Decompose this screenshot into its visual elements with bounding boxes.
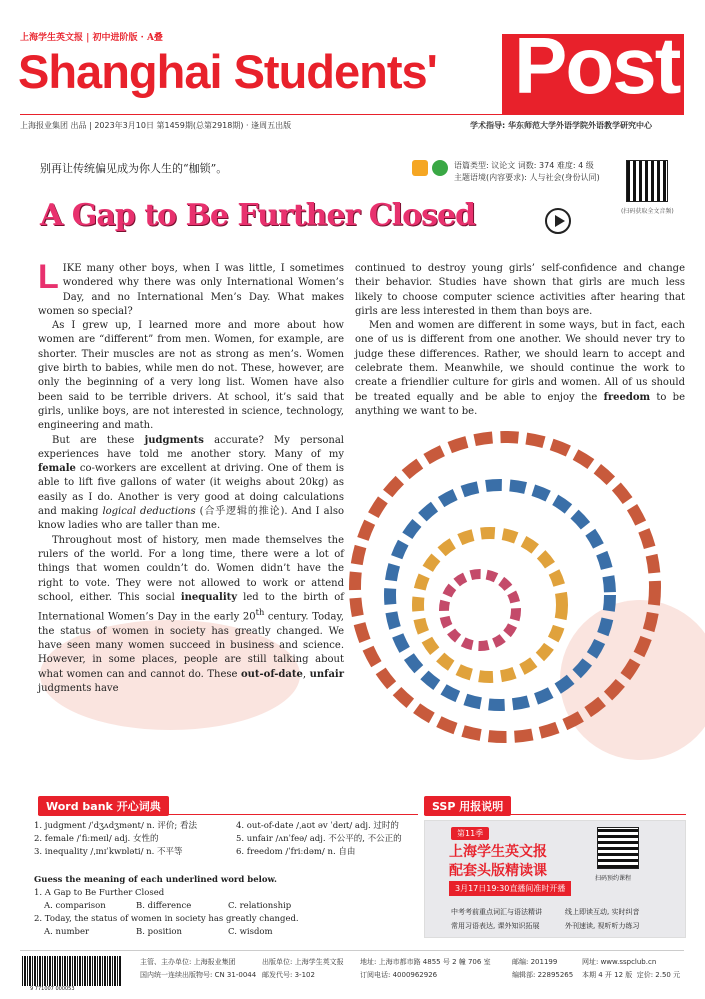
paragraph-4: Throughout most of history, men made themselves the rulers of the world. For a long time, there were a lot of things that women couldn’t do. Women didn’t have the right to vote. They were not allowed to work or attend school, either. This social inequality led to the birth of International Women’s Day in the early 20th century. Today, the status of women in society has greatly changed. We have seen many women succeed in business and science. However, in some places, people are still talking about what women can and cannot do. These out-of-date, unfair judgments have — [38, 534, 344, 694]
article-tagline: 别再让传统偏见成为你人生的“枷锁”。 — [40, 162, 228, 175]
ssp-title: SSP 用报说明 — [424, 796, 511, 816]
qr-caption: (扫码获取全文音频) — [621, 208, 674, 215]
quiz-title: Guess the meaning of each underlined word below. — [34, 875, 277, 885]
ad-title-1: 上海学生英文报 — [449, 844, 547, 860]
edition-label: 上海学生英文报 | 初中进阶版 · A叠 — [20, 33, 163, 43]
footer-unit: 出版单位: 上海学生英文报 邮发代号: 3-102 — [262, 958, 344, 979]
quiz-options-2: A. number B. position C. wisdom — [44, 927, 273, 937]
ad-date: 3月17日19:30直播间准时开播 — [449, 881, 571, 896]
footer-address: 地址: 上海市都市路 4855 号 2 幢 706 室 订阅电话: 4000962926 — [360, 958, 491, 979]
issue-info: 上海报业集团 出品 | 2023年3月10日 第1459期(总第2918期) · 逢周五出版 — [20, 121, 292, 130]
ad-qr-code[interactable] — [597, 827, 639, 869]
word-item: 6. freedom /ˈfriːdəm/ n. 自由 — [236, 847, 356, 857]
paragraph-2: As I grew up, I learned more and more about how women are “different” from men. Women, for example, are shorter. Their muscles are not as strong as men’s. Women give birth to babies, while men do not. These, however, are only the beginning of a very long list. Women have also been said to be terrible drivers. At school, it’s said that girls, unlike boys, are not interested in science, technology, engineering and math. — [38, 320, 344, 432]
academic-guidance: 学术指导: 华东师范大学外语学院外语教学研究中心 — [470, 121, 652, 130]
paragraph-1: IKE many other boys, when I was little, I sometimes wondered why there was only International Women’s Day, and no International Men’s Day. What makes women so special? — [38, 263, 344, 317]
vocab-inequality: inequality — [180, 591, 238, 603]
headphone-icon — [432, 160, 448, 176]
play-audio-icon[interactable] — [545, 208, 571, 234]
drop-cap: L — [38, 258, 59, 296]
pencil-icon — [412, 160, 428, 176]
ad-bullet: 常用习语表达, 课外知识拓展 — [451, 922, 540, 930]
masthead-title: Shanghai Students' — [18, 45, 437, 98]
word-bank-list-right — [236, 820, 421, 859]
vocab-freedom: freedom — [603, 391, 651, 403]
course-ad[interactable] — [424, 820, 686, 938]
vocab-out-of-date: out-of-date — [240, 668, 303, 680]
word-quiz — [34, 874, 419, 939]
people-circle-illustration — [340, 415, 670, 760]
season-badge: 第11季 — [451, 827, 489, 840]
paragraph-6: Men and women are different in some ways, but in fact, each one of us is different from one another. We should never try to judge these differences. Rather, we should learn to accept and celebrate them. Meanwhile, we should continue the work to create a friendlier culture for girls and women. All of us should be treated equally and be able to enjoy the freedom to be anything we want to be. — [355, 320, 685, 417]
meta-line-2: 主题语境(内容要求): 人与社会(身份认同) — [454, 173, 600, 182]
word-item: 4. out-of-date /ˌaʊt əv ˈdeɪt/ adj. 过时的 — [236, 821, 399, 831]
footer-publisher: 主管、主办单位: 上海报业集团 国内统一连续出版物号: CN 31-0044 — [140, 958, 257, 979]
vocab-judgments: judgments — [144, 434, 204, 446]
quiz-options-1: A. comparison B. difference C. relationship — [44, 901, 292, 911]
barcode — [22, 956, 122, 986]
masthead-post: Post — [514, 21, 680, 110]
ad-bullet: 中考考前重点词汇与语法精讲 — [451, 908, 542, 916]
vocab-unfair: unfair — [309, 668, 344, 680]
ad-qr-caption: 扫码预约课程 — [595, 875, 632, 882]
vocab-female: female — [38, 463, 76, 475]
ssp-rule — [424, 814, 686, 815]
word-bank-rule — [38, 814, 418, 815]
paragraph-3: But are these judgments accurate? My personal experiences have told me another story. Many of my female co-workers are excellent at driving. One of them is able to lift five gallons of water (it weighs about 20kg) as easily as I do. Another is very good at doing calculations and making logical deductions (合乎逻辑的推论). And I also know ladies who are taller than me. — [38, 434, 345, 532]
quiz-question-1: 1. A Gap to Be Further Closed — [34, 888, 165, 898]
footer-website: 网址: www.sspclub.cn 本期 4 开 12 版 定价: 2.50 元 — [582, 958, 681, 979]
paragraph-5: continued to destroy young girls’ self-confidence and change their behavior. Studies have shown that girls are much less likely to choose computer science activities after hearing that girls are less interested in them than boys are. — [355, 263, 685, 317]
qr-code[interactable] — [626, 160, 668, 202]
article-column-right — [355, 262, 685, 419]
quiz-question-2: 2. Today, the status of women in society has greatly changed. — [34, 914, 299, 924]
ad-title-2: 配套头版精读课 — [449, 863, 547, 879]
footer-postcode: 邮编: 201199 编辑部: 22895265 — [512, 958, 574, 979]
word-item: 3. inequality /ˌɪnɪˈkwɒləti/ n. 不平等 — [34, 847, 183, 857]
meta-line-1: 语篇类型: 议论文 词数: 374 难度: 4 级 — [454, 161, 594, 170]
article-meta — [454, 160, 600, 184]
ad-bullet: 外刊速读, 视听听力练习 — [565, 922, 640, 930]
article-column-left — [38, 258, 345, 696]
footer-rule — [20, 950, 684, 951]
article-title: A Gap to Be Further Closed — [40, 198, 476, 233]
word-bank-title: Word bank 开心词典 — [38, 796, 169, 816]
ad-bullet: 线上即读互动, 实时纠音 — [565, 908, 640, 916]
header-divider — [20, 114, 684, 115]
word-item: 2. female /ˈfiːmeɪl/ adj. 女性的 — [34, 834, 159, 844]
word-item: 1. judgment /ˈdʒʌdʒmənt/ n. 评价; 看法 — [34, 821, 197, 831]
barcode-number: 9 771007 000053 — [30, 986, 75, 992]
word-bank-list-left — [34, 820, 234, 859]
word-item: 5. unfair /ʌnˈfeə/ adj. 不公平的, 不公正的 — [236, 834, 402, 844]
